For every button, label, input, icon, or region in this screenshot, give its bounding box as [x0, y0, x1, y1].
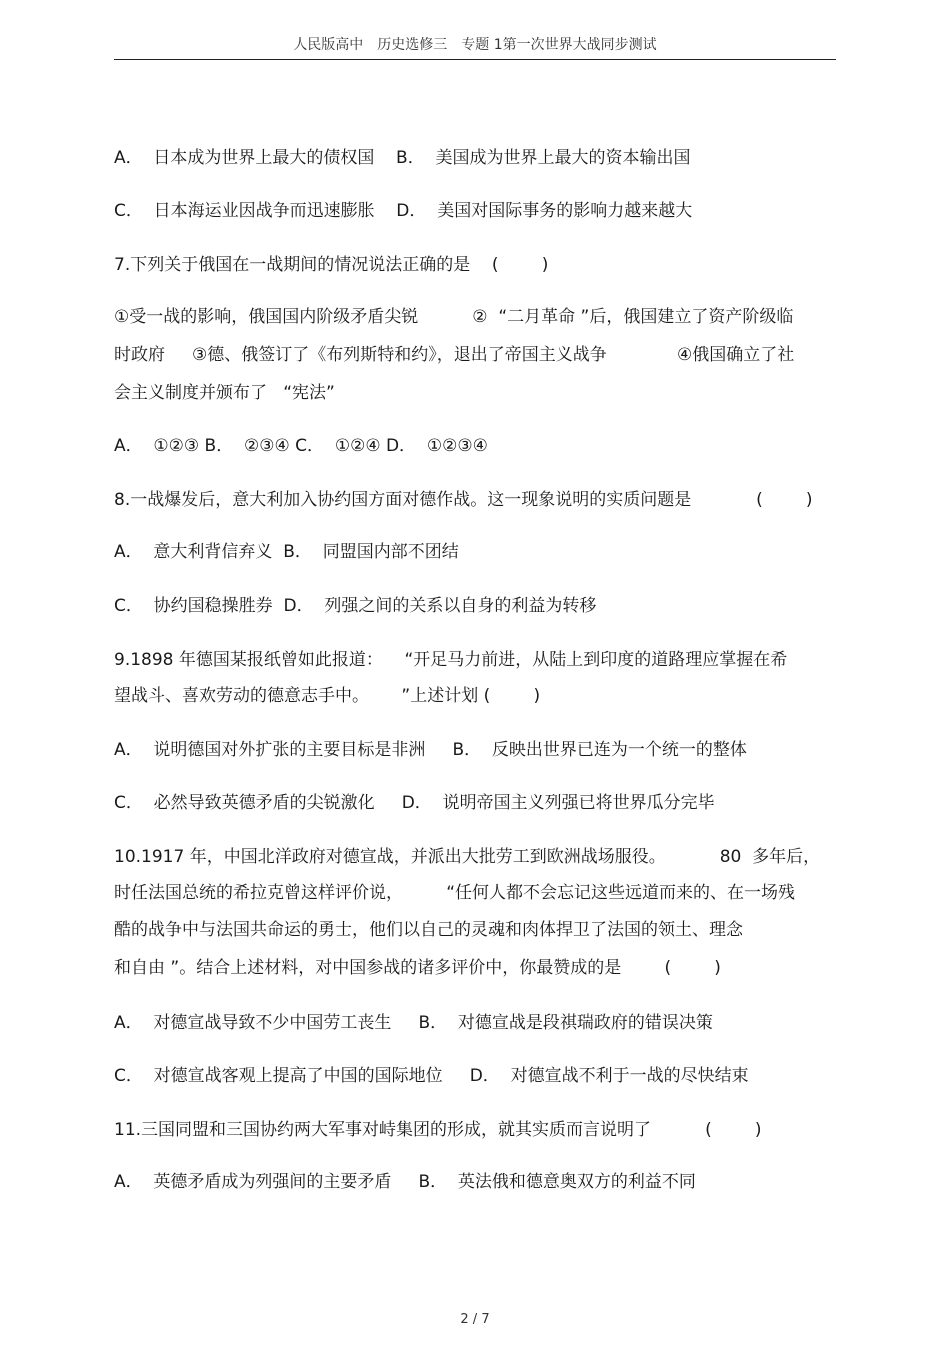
- question-text-line: 时政府 ③德、俄签订了《布列斯特和约》，退出了帝国主义战争 ④俄国确立了社: [114, 345, 795, 365]
- question-8: 8.一战爆发后，意大利加入协约国方面对德作战。这一现象说明的实质问题是 ( ): [114, 490, 813, 510]
- question-text-line: 酷的战争中与法国共命运的勇士，他们以自己的灵魂和肉体捍卫了法国的领土、理念: [114, 920, 743, 940]
- question-text-line: 会主义制度并颁布了 “宪法”: [114, 383, 335, 403]
- page-number: 2 / 7: [460, 1312, 490, 1327]
- question-10: 10.1917 年，中国北洋政府对德宣战，并派出大批劳工到欧洲战场服役。 80 多年后，: [114, 847, 821, 867]
- option-line: C． 对德宣战客观上提高了中国的国际地位 D． 对德宣战不利于一战的尽快结束: [114, 1066, 749, 1086]
- option-line: A． 日本成为世界上最大的债权国 B． 美国成为世界上最大的资本输出国: [114, 148, 691, 168]
- page-header: 人民版高中 历史选修三 专题 1第一次世界大战同步测试: [293, 37, 657, 53]
- option-line: A． 意大利背信弃义 B． 同盟国内部不团结: [114, 542, 459, 562]
- question-text-line: 望战斗、喜欢劳动的德意志手中。 ”上述计划 ( ): [114, 686, 541, 706]
- question-11: 11.三国同盟和三国协约两大军事对峙集团的形成，就其实质而言说明了 ( ): [114, 1120, 762, 1140]
- question-text-line: 和自由 ”。结合上述材料，对中国参战的诸多评价中，你最赞成的是 ( ): [114, 958, 721, 978]
- option-line: A． 英德矛盾成为列强间的主要矛盾 B． 英法俄和德意奥双方的利益不同: [114, 1172, 696, 1192]
- option-line: A． 说明德国对外扩张的主要目标是非洲 B． 反映出世界已连为一个统一的整体: [114, 740, 747, 760]
- option-line: C． 日本海运业因战争而迅速膨胀 D． 美国对国际事务的影响力越来越大: [114, 201, 693, 221]
- option-line: C． 必然导致英德矛盾的尖锐激化 D． 说明帝国主义列强已将世界瓜分完毕: [114, 793, 715, 813]
- question-text-line: 时任法国总统的希拉克曾这样评价说， “任何人都不会忘记这些远道而来的、在一场残: [114, 883, 796, 903]
- question-text-line: ①受一战的影响，俄国国内阶级矛盾尖锐 ② “二月革命 ”后，俄国建立了资产阶级临: [114, 307, 794, 327]
- option-line: C． 协约国稳操胜券 D． 列强之间的关系以自身的利益为转移: [114, 596, 597, 616]
- header-divider: [114, 59, 836, 60]
- question-7: 7.下列关于俄国在一战期间的情况说法正确的是 ( ): [114, 255, 549, 275]
- question-9: 9.1898 年德国某报纸曾如此报道： “开足马力前进，从陆上到印度的道路理应掌握在希: [114, 650, 788, 670]
- option-line: A． 对德宣战导致不少中国劳工丧生 B． 对德宣战是段祺瑞政府的错误决策: [114, 1013, 713, 1033]
- option-line: A． ①②③ B． ②③④ C． ①②④ D． ①②③④: [114, 436, 488, 456]
